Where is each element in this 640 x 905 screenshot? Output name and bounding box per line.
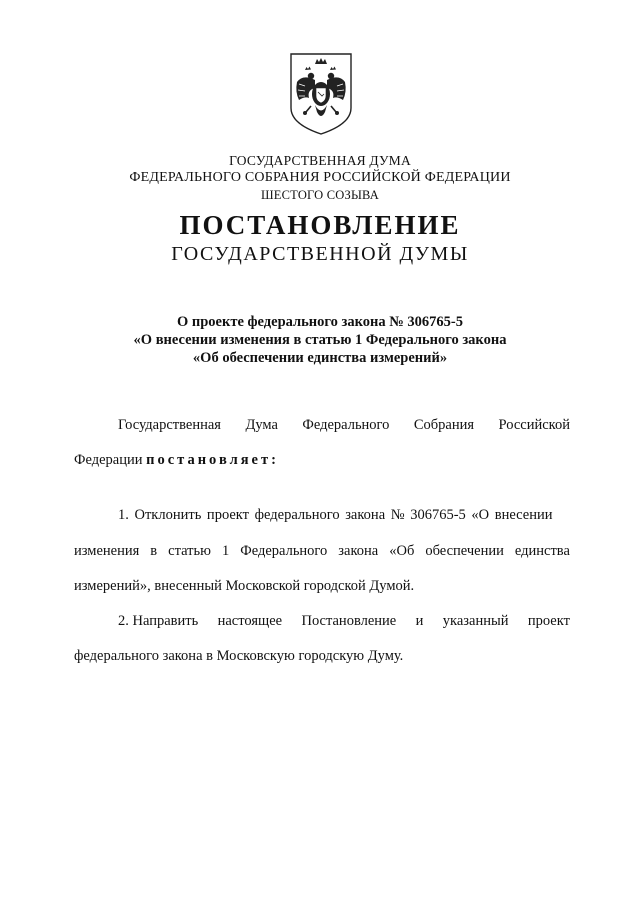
preamble-word: Государственная [118, 417, 221, 433]
coat-of-arms-icon [285, 50, 357, 138]
item-1-word: Федерального [240, 543, 328, 559]
preamble-word: Российской [498, 417, 570, 433]
item-1-word: изменения [74, 543, 140, 559]
preamble-word: Дума [245, 417, 278, 433]
preamble-line-1 [118, 417, 570, 434]
item-2-word: 2. Направить [118, 613, 199, 629]
item-1-text: 1. Отклонить проект федерального закона № 306765-5 «О внесении [118, 507, 553, 523]
preamble-line-2 [74, 452, 279, 469]
item-2-word: проект [527, 613, 570, 629]
item-2-line-2: федерального закона в Московскую городскую Думу. [74, 648, 404, 664]
item-1-word: закона [338, 543, 379, 559]
subject-line-2: «О внесении изменения в статью 1 Федерального закона [133, 332, 507, 348]
item-1-word: в [150, 543, 158, 559]
item-1-word: «Об [389, 543, 415, 559]
preamble-decision: постановляет: [146, 452, 279, 468]
subject-line-3: «Об обеспечении единства измерений» [192, 350, 448, 366]
preamble-word: Собрания [413, 417, 475, 433]
item-2-word: и [415, 613, 424, 629]
item-1-word: статью [168, 543, 211, 559]
convocation: ШЕСТОГО СОЗЫВА [260, 188, 380, 202]
item-2-word: указанный [442, 613, 509, 629]
item-1-line-3: измерений», внесенный Московской городской Думой. [74, 578, 415, 594]
item-1-word: 1 [221, 543, 230, 559]
organization-parent: ФЕДЕРАЛЬНОГО СОБРАНИЯ РОССИЙСКОЙ ФЕДЕРАЦИИ [129, 170, 511, 185]
organization-name: ГОСУДАРСТВЕННАЯ ДУМА [229, 153, 411, 168]
item-1-line-1 [118, 507, 570, 524]
document-issuer: ГОСУДАРСТВЕННОЙ ДУМЫ [171, 243, 469, 265]
item-2-line-1 [118, 613, 570, 630]
item-1-word: обеспечении [425, 543, 504, 559]
preamble-subject: Федерации [74, 452, 143, 468]
item-2-word: Постановление [301, 613, 397, 629]
item-1-line-2 [74, 543, 570, 560]
document-type: ПОСТАНОВЛЕНИЕ [179, 210, 461, 240]
preamble-word: Федерального [302, 417, 390, 433]
subject-line-1: О проекте федерального закона № 306765-5 [176, 314, 464, 330]
item-2-word: настоящее [217, 613, 283, 629]
item-1-word: единства [514, 543, 570, 559]
